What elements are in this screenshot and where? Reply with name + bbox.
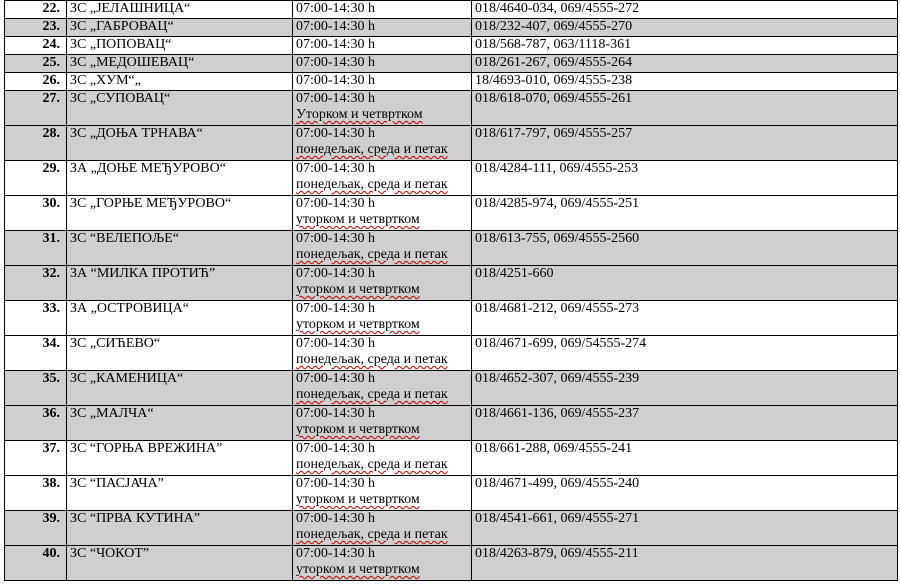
- table-row: [5, 266, 898, 301]
- station-name: ЗС “ВЕЛЕПОЉЕ“: [67, 231, 293, 266]
- working-hours-cell: [293, 55, 472, 73]
- working-hours: 07:00-14:30 h: [296, 73, 375, 88]
- station-name: ЗС “ПРВА КУТИНА”: [67, 511, 293, 546]
- working-hours: 07:00-14:30 h: [296, 91, 375, 106]
- row-number: 27.: [5, 91, 67, 126]
- station-name: ЗС “ПАСЈАЧА”: [67, 476, 293, 511]
- phone-numbers: 018/4671-699, 069/54555-274: [472, 336, 898, 371]
- working-hours-cell: [293, 91, 472, 126]
- row-number: 34.: [5, 336, 67, 371]
- table-row: [5, 511, 898, 546]
- working-days: понедељак, среда и петак: [296, 387, 448, 402]
- working-hours-cell: [293, 441, 472, 476]
- station-name: ЗС “ГОРЊА ВРЕЖИНА”: [67, 441, 293, 476]
- row-number: 29.: [5, 161, 67, 196]
- working-hours-cell: [293, 1, 472, 19]
- row-number: 26.: [5, 73, 67, 91]
- working-hours-cell: [293, 371, 472, 406]
- table-row: [5, 546, 898, 581]
- working-days: уторком и четвртком: [296, 492, 420, 507]
- row-number: 25.: [5, 55, 67, 73]
- station-name: ЗС „СИЋЕВО“: [67, 336, 293, 371]
- table-row: [5, 91, 898, 126]
- working-hours-cell: [293, 161, 472, 196]
- phone-numbers: 018/617-797, 069/4555-257: [472, 126, 898, 161]
- phone-numbers: 018/4661-136, 069/4555-237: [472, 406, 898, 441]
- working-hours: 07:00-14:30 h: [296, 37, 375, 52]
- phone-numbers: 018/261-267, 069/4555-264: [472, 55, 898, 73]
- phone-numbers: 018/661-288, 069/4555-241: [472, 441, 898, 476]
- working-hours-cell: [293, 511, 472, 546]
- row-number: 39.: [5, 511, 67, 546]
- working-hours: 07:00-14:30 h: [296, 55, 375, 70]
- phone-numbers: 018/568-787, 063/1118-361: [472, 37, 898, 55]
- table-row: [5, 161, 898, 196]
- working-days: понедељак, среда и петак: [296, 247, 448, 262]
- station-name: ЗС „ГАБРОВАЦ“: [67, 19, 293, 37]
- working-hours-cell: [293, 301, 472, 336]
- station-name: ЗС „ПОПОВАЦ“: [67, 37, 293, 55]
- phone-numbers: 018/4681-212, 069/4555-273: [472, 301, 898, 336]
- station-name: ЗС „ЈЕЛАШНИЦА“: [67, 1, 293, 19]
- table-row: [5, 19, 898, 37]
- table-row: [5, 231, 898, 266]
- working-hours-cell: [293, 19, 472, 37]
- working-hours-cell: [293, 231, 472, 266]
- working-hours-cell: [293, 126, 472, 161]
- working-hours: 07:00-14:30 h: [296, 126, 375, 141]
- row-number: 40.: [5, 546, 67, 581]
- health-stations-table: [4, 0, 898, 581]
- working-hours: 07:00-14:30 h: [296, 546, 375, 561]
- working-days: уторком и четвртком: [296, 317, 420, 332]
- row-number: 22.: [5, 1, 67, 19]
- phone-numbers: 018/4671-499, 069/4555-240: [472, 476, 898, 511]
- working-days: понедељак, среда и петак: [296, 457, 448, 472]
- phone-numbers: 018/4251-660: [472, 266, 898, 301]
- phone-numbers: 018/4541-661, 069/4555-271: [472, 511, 898, 546]
- row-number: 23.: [5, 19, 67, 37]
- working-hours: 07:00-14:30 h: [296, 19, 375, 34]
- working-days: Уторком и четвртком: [296, 107, 423, 122]
- row-number: 38.: [5, 476, 67, 511]
- station-name: ЗС „МЕДОШЕВАЦ“: [67, 55, 293, 73]
- working-hours-cell: [293, 37, 472, 55]
- working-days: уторком и четвртком: [296, 422, 420, 437]
- working-hours-cell: [293, 406, 472, 441]
- row-number: 33.: [5, 301, 67, 336]
- phone-numbers: 018/4263-879, 069/4555-211: [472, 546, 898, 581]
- row-number: 24.: [5, 37, 67, 55]
- station-name: ЗА „ДОЊЕ МЕЂУРОВО“: [67, 161, 293, 196]
- working-days: понедељак, среда и петак: [296, 352, 448, 367]
- table-body: [5, 1, 898, 581]
- table-row: [5, 126, 898, 161]
- working-hours: 07:00-14:30 h: [296, 1, 375, 16]
- phone-numbers: 018/4640-034, 069/4555-272: [472, 1, 898, 19]
- row-number: 30.: [5, 196, 67, 231]
- working-days: уторком и четвртком: [296, 282, 420, 297]
- phone-numbers: 018/613-755, 069/4555-2560: [472, 231, 898, 266]
- table-row: [5, 371, 898, 406]
- working-days: понедељак, среда и петак: [296, 177, 448, 192]
- working-days: понедељак, среда и петак: [296, 527, 448, 542]
- table-row: [5, 196, 898, 231]
- working-hours: 07:00-14:30 h: [296, 301, 375, 316]
- row-number: 28.: [5, 126, 67, 161]
- table-row: [5, 73, 898, 91]
- station-name: ЗА “МИЛКА ПРОТИЋ”: [67, 266, 293, 301]
- working-days: уторком и четвртком: [296, 562, 420, 577]
- station-name: ЗС „СУПОВАЦ“: [67, 91, 293, 126]
- table-row: [5, 55, 898, 73]
- working-hours: 07:00-14:30 h: [296, 196, 375, 211]
- row-number: 31.: [5, 231, 67, 266]
- working-hours-cell: [293, 476, 472, 511]
- working-hours: 07:00-14:30 h: [296, 266, 375, 281]
- working-hours: 07:00-14:30 h: [296, 511, 375, 526]
- working-hours-cell: [293, 546, 472, 581]
- station-name: ЗС „КАМЕНИЦА“: [67, 371, 293, 406]
- working-hours-cell: [293, 196, 472, 231]
- working-hours: 07:00-14:30 h: [296, 231, 375, 246]
- phone-numbers: 018/4652-307, 069/4555-239: [472, 371, 898, 406]
- station-name: ЗА „ОСТРОВИЦА“: [67, 301, 293, 336]
- row-number: 32.: [5, 266, 67, 301]
- station-name: ЗС „ДОЊА ТРНАВА“: [67, 126, 293, 161]
- table-row: [5, 1, 898, 19]
- phone-numbers: 018/4284-111, 069/4555-253: [472, 161, 898, 196]
- row-number: 37.: [5, 441, 67, 476]
- station-name: ЗС „ХУМ“„: [67, 73, 293, 91]
- table-row: [5, 406, 898, 441]
- table-row: [5, 441, 898, 476]
- working-hours: 07:00-14:30 h: [296, 336, 375, 351]
- phone-numbers: 018/232-407, 069/4555-270: [472, 19, 898, 37]
- working-hours-cell: [293, 266, 472, 301]
- table-row: [5, 37, 898, 55]
- table-row: [5, 336, 898, 371]
- working-hours-cell: [293, 73, 472, 91]
- working-hours: 07:00-14:30 h: [296, 441, 375, 456]
- working-days: понедељак, среда и петак: [296, 142, 448, 157]
- row-number: 35.: [5, 371, 67, 406]
- station-name: ЗС „МАЛЧА“: [67, 406, 293, 441]
- working-hours: 07:00-14:30 h: [296, 476, 375, 491]
- row-number: 36.: [5, 406, 67, 441]
- phone-numbers: 018/4285-974, 069/4555-251: [472, 196, 898, 231]
- table-row: [5, 301, 898, 336]
- working-hours-cell: [293, 336, 472, 371]
- phone-numbers: 018/618-070, 069/4555-261: [472, 91, 898, 126]
- phone-numbers: 18/4693-010, 069/4555-238: [472, 73, 898, 91]
- working-hours: 07:00-14:30 h: [296, 161, 375, 176]
- station-name: ЗС “ЧОКОТ”: [67, 546, 293, 581]
- table-row: [5, 476, 898, 511]
- station-name: ЗС „ГОРЊЕ МЕЂУРОВО“: [67, 196, 293, 231]
- working-hours: 07:00-14:30 h: [296, 371, 375, 386]
- working-days: уторком и четвртком: [296, 212, 420, 227]
- working-hours: 07:00-14:30 h: [296, 406, 375, 421]
